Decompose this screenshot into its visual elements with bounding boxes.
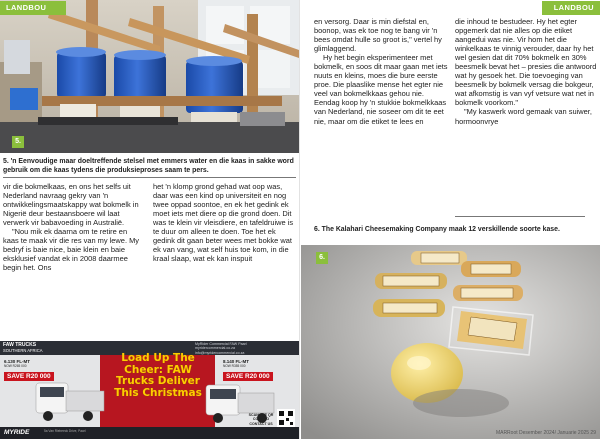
ad-headline: Load Up The Cheer: FAW Trucks Deliver This Christmas [114,352,202,399]
ad-price-left [4,359,30,368]
faw-trucks-advertisement[interactable] [0,341,299,439]
ad-contact-line1: MyRider Commercial FAW Paarl [195,342,247,346]
photo-cheese-press [0,0,299,153]
photo-number-6: 6. [316,252,328,264]
body-paragraph: "Nou mik ek daarna om te retire en kaas te maak vir die res van my lewe. My bedryf is baie nice, baie klein en baie eksklusief vandat ek in 2008 daarmee begin het. Ons [3,227,139,273]
body-column-3 [314,17,451,126]
body-paragraph: vir die bokmelkaas, en ons het selfs uit Nederland navraag gekry van 'n ontwikkelingsmaatskappy wat bokmelk in Nigerië deur bestaansboere wil laat verwerk vir babavoeding in Australië. [3,182,139,228]
body-column-4 [455,17,597,126]
ad-contact-details [195,342,247,355]
page-footer: MARRoot Desember 2024/ Januarie 2025 29 [495,430,596,436]
ad-price-right-now: NOW R355 000 [223,364,246,368]
section-label-left: LANDBOU [0,1,66,15]
ad-address: 5a Van Riebeeck Drive, Paarl [44,429,86,433]
column-end-rule [455,216,585,217]
photo-cheeses [301,245,600,439]
ad-save-right: SAVE R20 000 [223,372,273,381]
section-label-right: LANDBOU [542,1,600,15]
caption-divider [3,177,296,178]
body-paragraph: "My kaswerk word gemaak van suiwer, hormoonvrye [455,107,592,126]
faw-logo [3,342,43,354]
cheese-press-illustration [0,0,299,153]
body-column-1 [3,182,142,272]
body-paragraph: Hy het begin eksperimenteer met bokmelk, en soos dit maar gaan met iets nuuts en kleins, moes die bure eerste proe. Die plaaslike mense het egter nie veel van bokmelkkaas gehou nie. Eendag koop hy 'n stukkie bokmelkkaas van Nederland, nie soseer om dit te eet nie, maar om die etiket te lees en [314,53,448,126]
ad-footer-bar [0,427,299,439]
ad-brand-line1: FAW TRUCKS [3,342,37,348]
ad-price-left-now: NOW R265 000 [4,364,27,368]
body-column-2 [153,182,297,263]
photo-number-5: 5. [12,136,24,148]
body-paragraph: en versorg. Daar is min diefstal en, boonop, was ek toe nog te bang vir 'n bees omdat hulle so groot is," vertel hy glimlaggend. [314,17,442,54]
right-page [300,0,600,439]
ad-contact-line2: myridercommercial.co.za [195,346,235,351]
ad-contact-line3: info@myridercommercial.co.za [195,350,245,355]
myride-logo: MYRIDE [4,429,30,436]
ad-save-left: SAVE R20 000 [4,372,54,381]
ad-price-right [223,359,249,368]
ad-price-left-model: 6.130 FL-MT [4,359,31,364]
cheese-log-1 [411,251,467,265]
caption-photo-5: 5. 'n Eenvoudige maar doeltreffende stelsel met emmers water en die kaas in sakke word gebruik om die kaas tydens die produksieproses saam te pers. [3,158,294,174]
ad-scan-qr-text: SCAN THE QR CODE TO CONTACT US [248,413,274,426]
ad-brand-line2: SOUTHERN AFRICA [3,348,43,353]
body-paragraph: die inhoud te bestudeer. Hy het egter opgemerk dat nie alles op die etiket aangedui was nie. Vir hom het die winkelkaas te vinnig verouder, daar hy het wel gesien dat dit 70% bokmelk en 30% beesmelk bevat het – presies die antwoord wat hy gesoek het. Die toevoeging van beesmelk by bokmelk versag die bokgeur, wat afkomstig is van vyf vetsure wat net in bokmelk voorkom." [455,17,597,108]
body-paragraph: het 'n klomp grond gehad wat oop was, daar was een kind op universiteit en nog twee oppad soontoe, en ek het gedink ek moet iets met diere op die grond doen. Dit was te klein vir vleisdiere, en tafeldruiwe is te duur om alleen te doen. Toe het ek gedink dit gaan beter wees met bokke wat ek van vang, wat self huis toe kom, in die kraal slaap, wat ek kan inspuit [153,182,294,264]
caption-photo-6: 6. The Kalahari Cheesemaking Company maak 12 verskillende soorte kase. [314,226,560,233]
ad-price-right-model: 8.140 FL-MT [223,359,250,364]
